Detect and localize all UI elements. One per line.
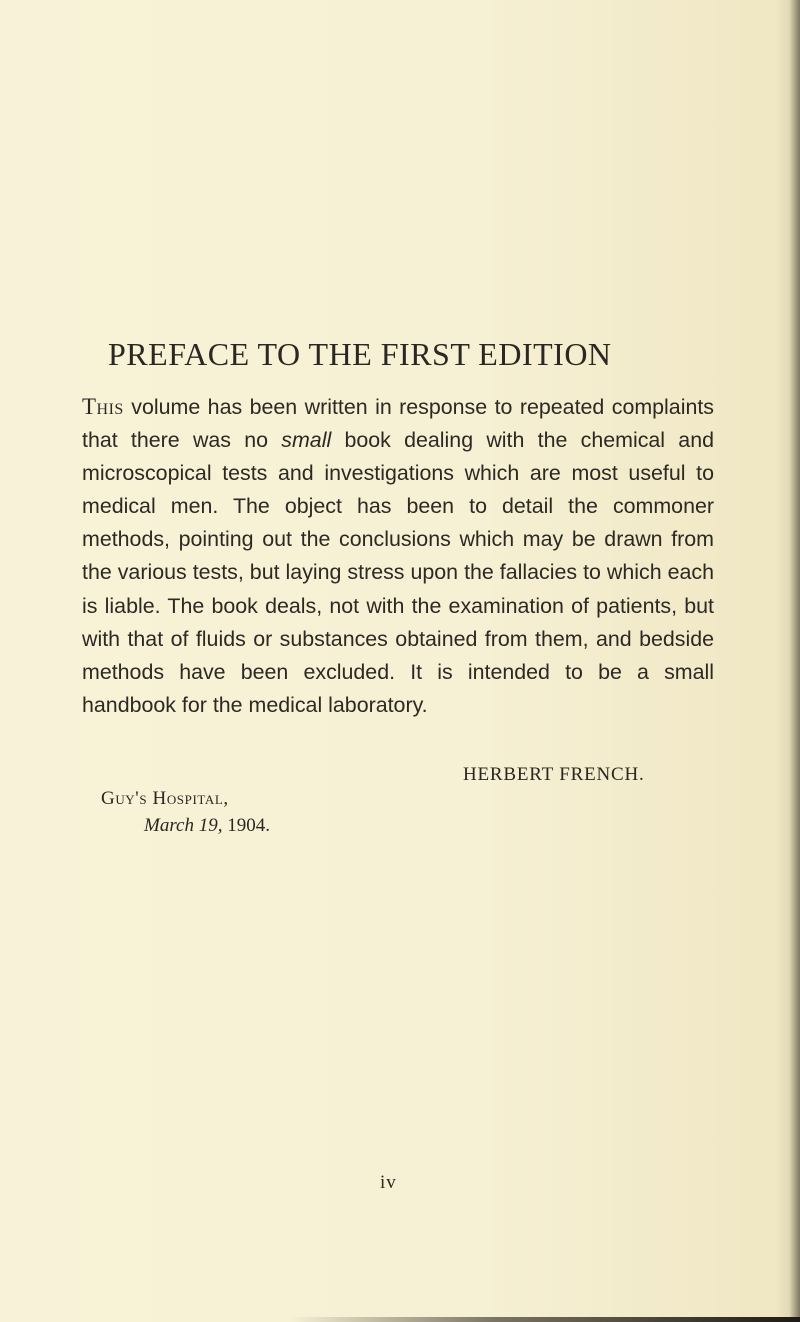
paragraph-text-part-1: volume has been written in response to repeated complaints that there was no <box>82 395 714 453</box>
author-signature: HERBERT FRENCH. <box>463 764 645 785</box>
paragraph-first-word: This <box>82 394 124 419</box>
place-line: Guy's Hospital, <box>101 788 229 809</box>
date-year: 1904. <box>227 815 270 836</box>
page-title: PREFACE TO THE FIRST EDITION <box>108 336 612 372</box>
paragraph-emphasis: small <box>281 428 332 453</box>
page-number: iv <box>380 1172 397 1193</box>
paragraph-text-part-2: book dealing with the chemical and microscopical tests and investigations which are most useful to medical men. The object has been to detail the commoner methods, pointing out the conclusions which may be drawn from the various tests, but laying stress upon the fallacies to which each is liable. The book deals, not with the examination of patients, but with that of fluids or substances obtained from them, and bedside methods have been excluded. It is intended to be a small handbook for the medical laboratory. <box>82 428 714 717</box>
date-line <box>144 815 270 837</box>
preface-paragraph <box>82 390 714 722</box>
date-month-day: March 19, <box>144 815 223 836</box>
page-edge-shadow <box>776 0 800 1322</box>
page-bottom-edge <box>290 1317 800 1322</box>
